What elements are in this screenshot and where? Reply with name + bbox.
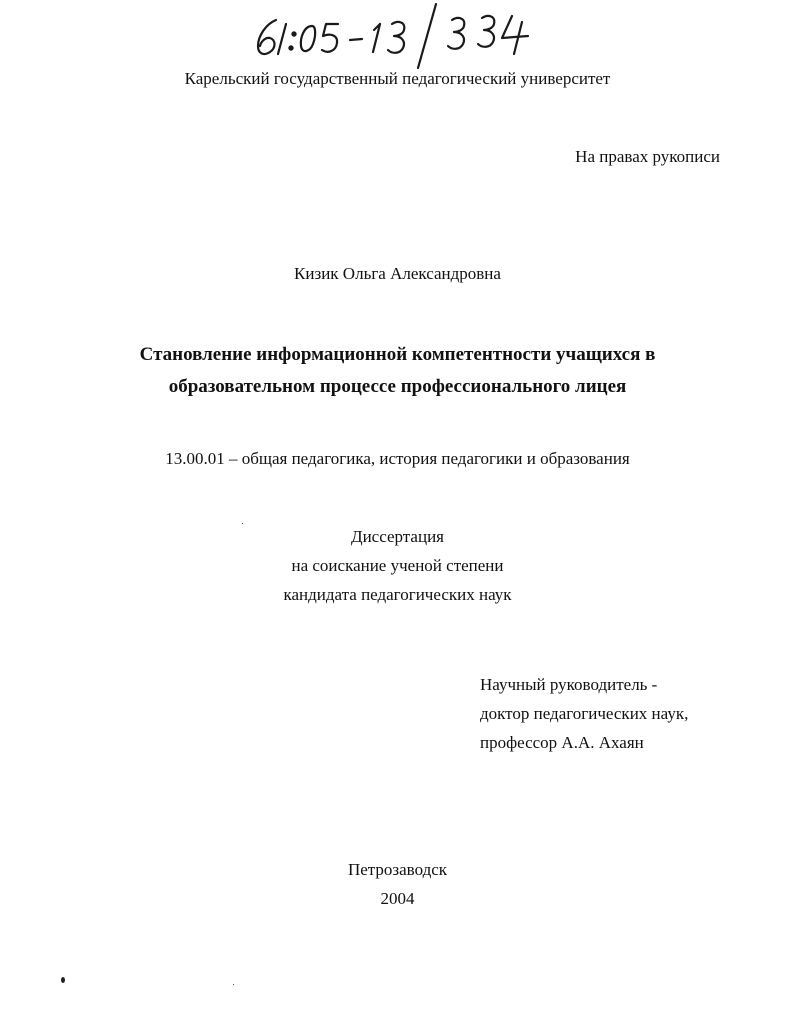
handwritten-shelfmark	[246, 2, 536, 74]
scan-speck	[233, 984, 234, 985]
university-name: Карельский государственный педагогический университет	[184, 69, 611, 88]
scan-speck	[61, 977, 65, 983]
degree-line-1: Диссертация	[350, 527, 444, 546]
year: 2004	[380, 889, 415, 908]
dissertation-title-line-2: образовательном процессе профессионального лицея	[168, 376, 627, 397]
dissertation-title-line-1: Становление информационной компетентности учащихся в	[139, 344, 656, 365]
specialty-code: 13.00.01 – общая педагогика, история педагогики и образования	[165, 449, 630, 468]
author-name: Кизик Ольга Александровна	[294, 264, 501, 283]
degree-line-3: кандидата педагогических наук	[283, 585, 512, 604]
scan-speck	[242, 523, 243, 524]
advisor-line-3: профессор А.А. Ахаян	[480, 733, 644, 752]
advisor-line-1: Научный руководитель -	[480, 675, 658, 694]
city: Петрозаводск	[347, 860, 448, 879]
advisor-line-2: доктор педагогических наук,	[480, 704, 689, 723]
manuscript-note: На правах рукописи	[575, 147, 720, 166]
degree-line-2: на соискание ученой степени	[291, 556, 504, 575]
